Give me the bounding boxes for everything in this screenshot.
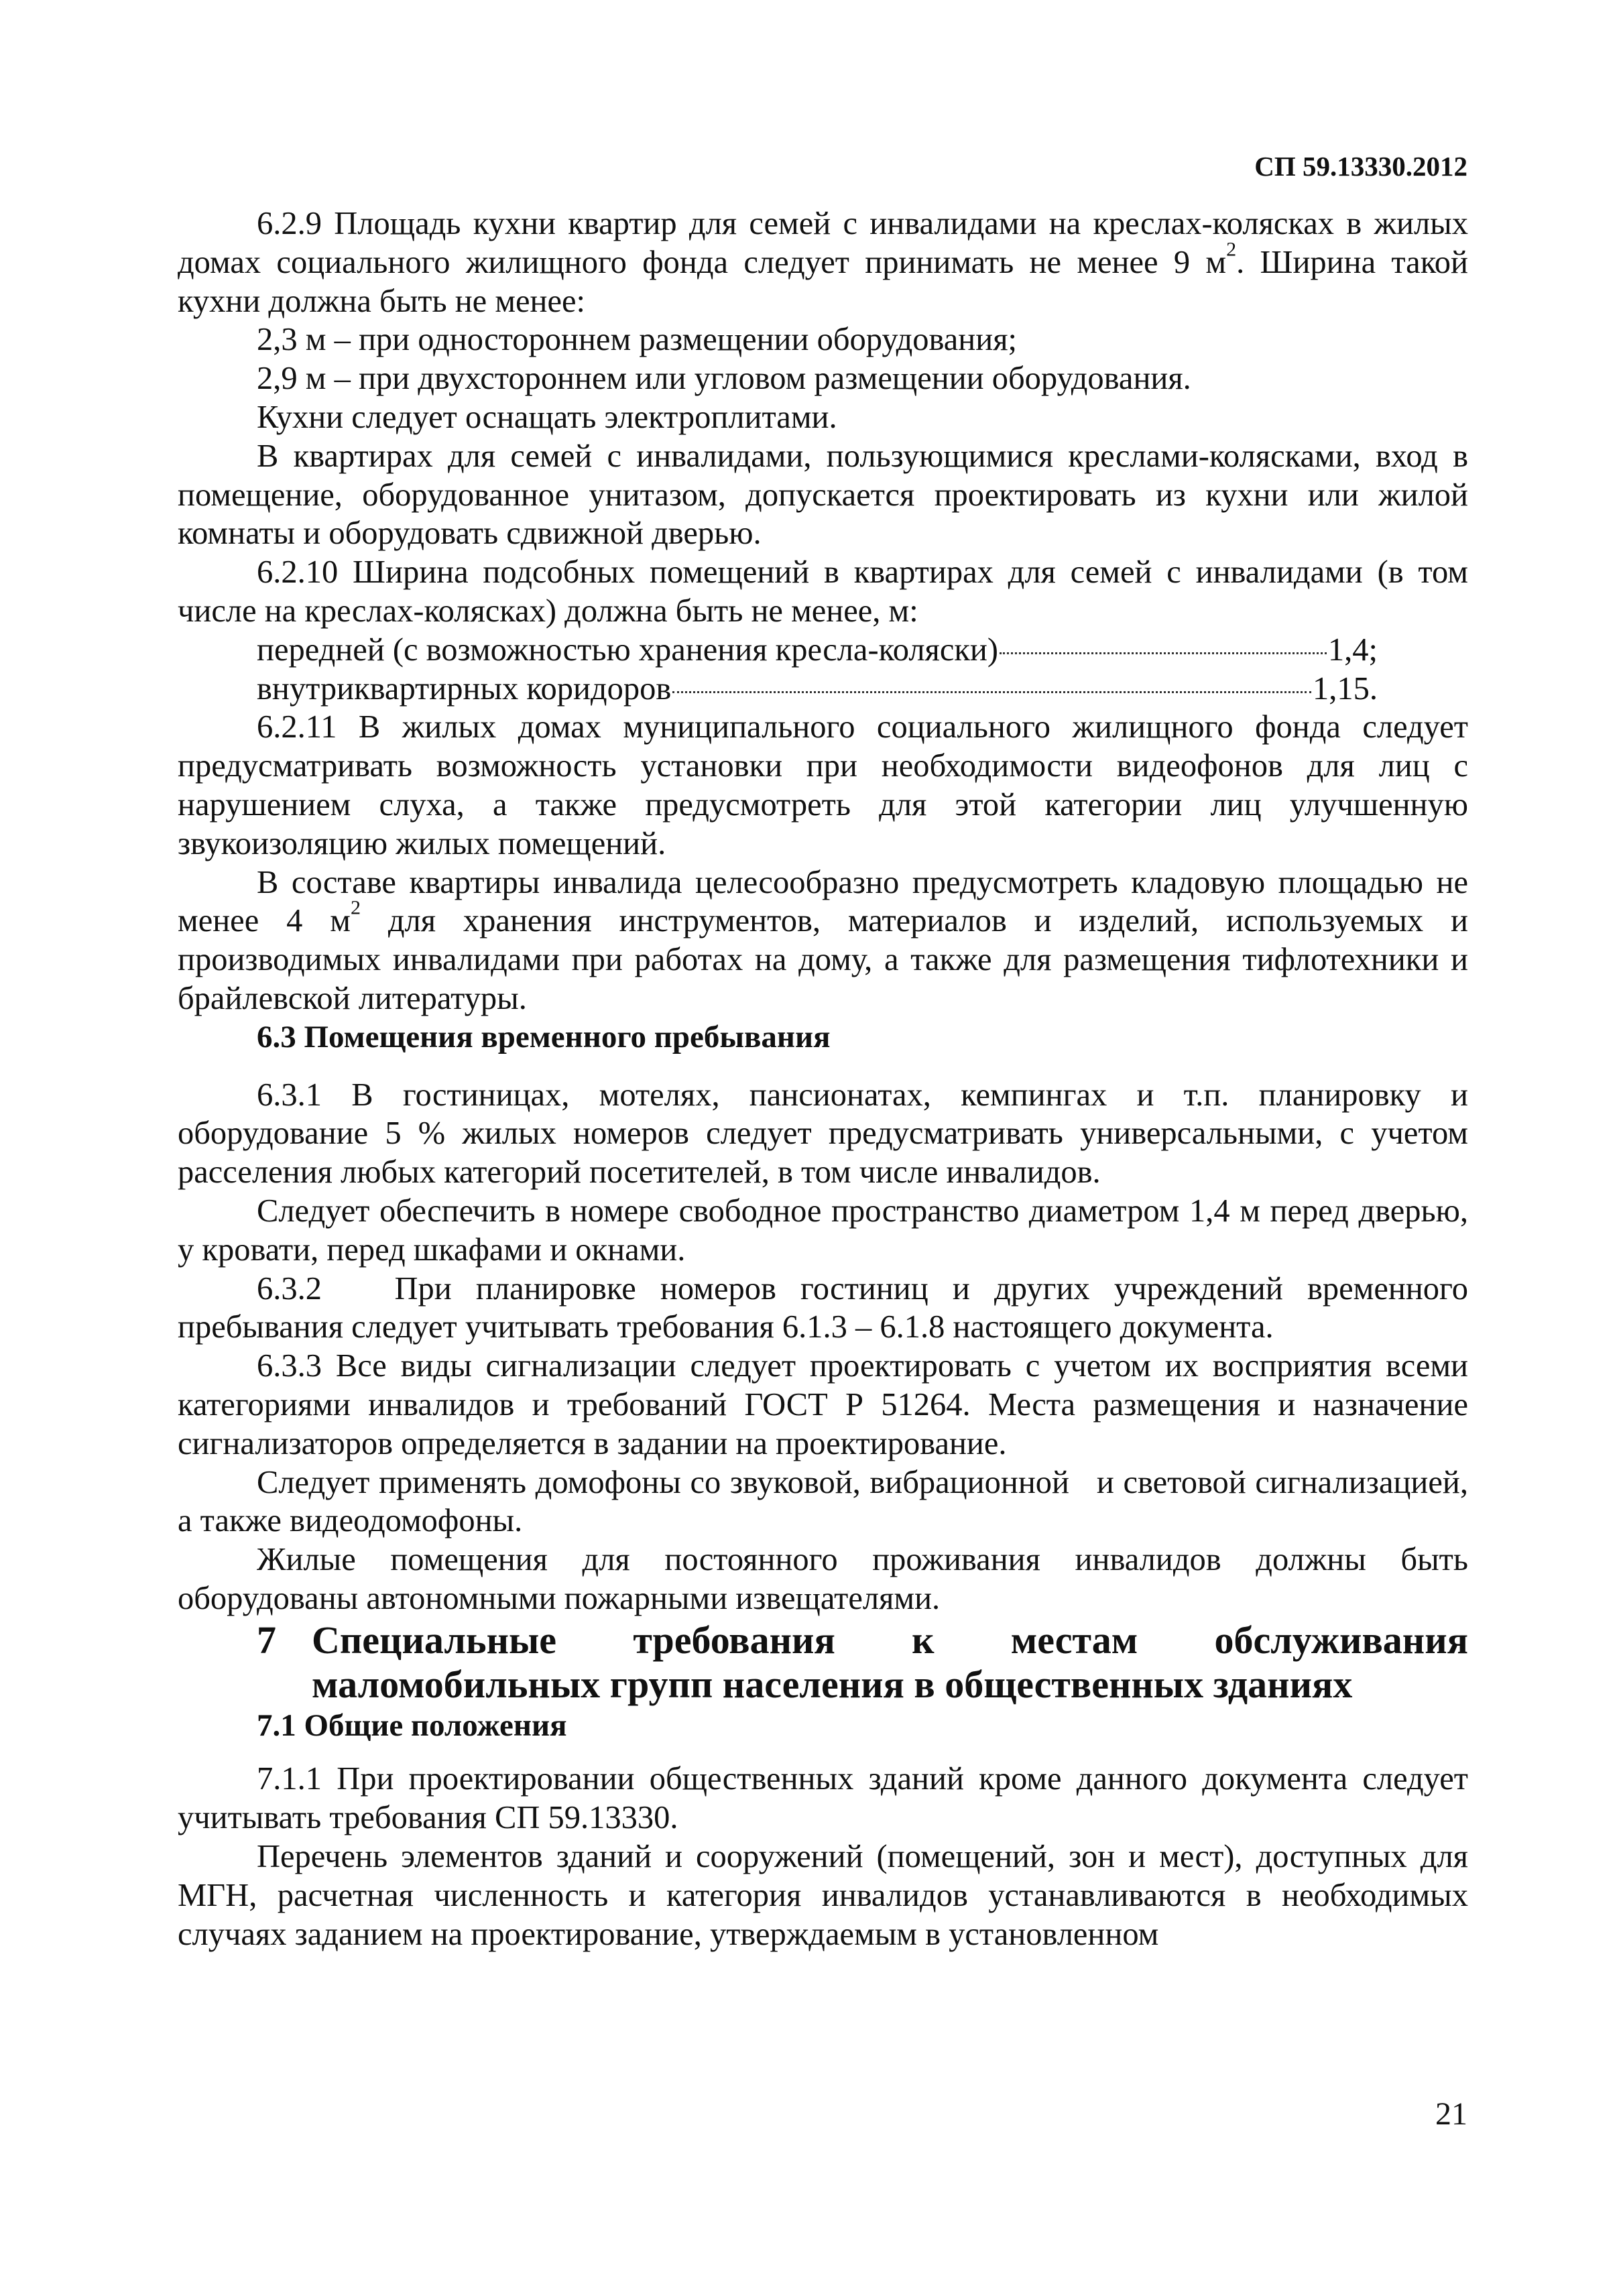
paragraph-6-3-2: 6.3.2 При планировке номеров гостиниц и других учреждений временного пребывания следует учитывать требования 6.1.3 – 6.1.8 настоящего документа.	[178, 1270, 1477, 1345]
dot-leader	[672, 691, 1311, 693]
paragraph-elements-list: Перечень элементов зданий и сооружений (помещений, зон и мест), доступных для МГН, расчетная численность и категория инвалидов устанавливаются в необходимых случаях заданием на проектирование, утверждаемым в установленном	[178, 1839, 1468, 1952]
leader-corridor-value: 1,15.	[1313, 670, 1378, 707]
heading-6-3: 6.3 Помещения временного пребывания	[257, 1019, 831, 1054]
paragraph-6-3-3: 6.3.3 Все виды сигнализации следует проектировать с учетом их восприятия всеми категориями инвалидов и требований ГОСТ Р 51264. Места размещения и назначение сигнализаторов определяется в задании на проектирование.	[178, 1348, 1468, 1461]
heading-section-7-number: 7	[257, 1618, 276, 1662]
document-code: СП 59.13330.2012	[1254, 151, 1467, 182]
paragraph-7-1-1: 7.1.1 При проектировании общественных зданий кроме данного документа следует учитывать требования СП 59.13330.	[178, 1761, 1468, 1836]
dot-leader	[1000, 652, 1327, 654]
paragraph-6-2-11: 6.2.11 В жилых домах муниципального социального жилищного фонда следует предусматривать возможность установки при необходимости видеофонов для лиц с нарушением слуха, а также предусмотреть для этой категории лиц улучшенную звукоизоляцию жилых помещений.	[178, 709, 1468, 861]
heading-section-7-title: Специальные требования к местам обслуживания маломобильных групп населения в общественных зданиях	[312, 1618, 1468, 1706]
document-body	[178, 204, 1477, 1953]
superscript-square: 2	[1226, 237, 1237, 261]
heading-section-7	[178, 1618, 1468, 1707]
paragraph-6-3-1: 6.3.1 В гостиницах, мотелях, пансионатах, кемпингах и т.п. планировку и оборудование 5 % жилых номеров следует предусматривать универсальными, с учетом расселения любых категорий посетителей, в том числе инвалидов.	[178, 1077, 1468, 1191]
paragraph-fire-detectors: Жилые помещения для постоянного проживания инвалидов должны быть оборудованы автономными пожарными извещателями.	[178, 1542, 1468, 1616]
kitchen-width-one-sided: 2,3 м – при одностороннем размещении оборудования;	[257, 322, 1017, 358]
leader-line-hall	[178, 631, 1468, 670]
paragraph-6-2-9-text-b: . Ширина такой кухни должна быть не менее:	[178, 244, 1468, 319]
paragraph-6-2-10: 6.2.10 Ширина подсобных помещений в квартирах для семей с инвалидами (в том числе на креслах-колясках) должна быть не менее, м:	[178, 554, 1468, 629]
leader-hall-value: 1,4;	[1327, 631, 1378, 668]
paragraph-6-2-9	[178, 204, 1468, 320]
leader-hall-label: передней (с возможностью хранения кресла-коляски)	[257, 631, 999, 668]
leader-line-corridor	[178, 670, 1468, 709]
kitchen-electric-stoves: Кухни следует оснащать электроплитами.	[257, 399, 837, 435]
paragraph-storage-text-a: В составе квартиры инвалида целесообразно предусмотреть кладовую площадью не менее 4 м	[178, 864, 1468, 939]
page-number: 21	[1435, 2096, 1467, 2132]
kitchen-width-two-sided: 2,9 м – при двухстороннем или угловом размещении оборудования.	[257, 361, 1191, 397]
paragraph-free-space: Следует обеспечить в номере свободное пространство диаметром 1,4 м перед дверью, у кровати, перед шкафами и окнами.	[178, 1193, 1468, 1268]
superscript-square: 2	[350, 896, 361, 919]
paragraph-storage-text-b: для хранения инструментов, материалов и изделий, используемых и производимых инвалидами при работах на дому, а также для размещения тифлотехники и брайлевской литературы.	[178, 903, 1468, 1016]
heading-7-1: 7.1 Общие положения	[257, 1707, 567, 1743]
paragraph-storage-room	[178, 863, 1468, 1018]
leader-corridor-label: внутриквартирных коридоров	[257, 670, 672, 707]
paragraph-intercoms: Следует применять домофоны со звуковой, вибрационной и световой сигнализацией, а также видеодомофоны.	[178, 1464, 1477, 1539]
paragraph-6-2-9-text-a: 6.2.9 Площадь кухни квартир для семей с инвалидами на креслах-колясках в жилых домах социального жилищного фонда следует принимать не менее 9 м	[178, 206, 1468, 280]
paragraph-sliding-door: В квартирах для семей с инвалидами, пользующимися креслами-колясками, вход в помещение, оборудованное унитазом, допускается проектировать из кухни или жилой комнаты и оборудовать сдвижной дверью.	[178, 438, 1468, 552]
